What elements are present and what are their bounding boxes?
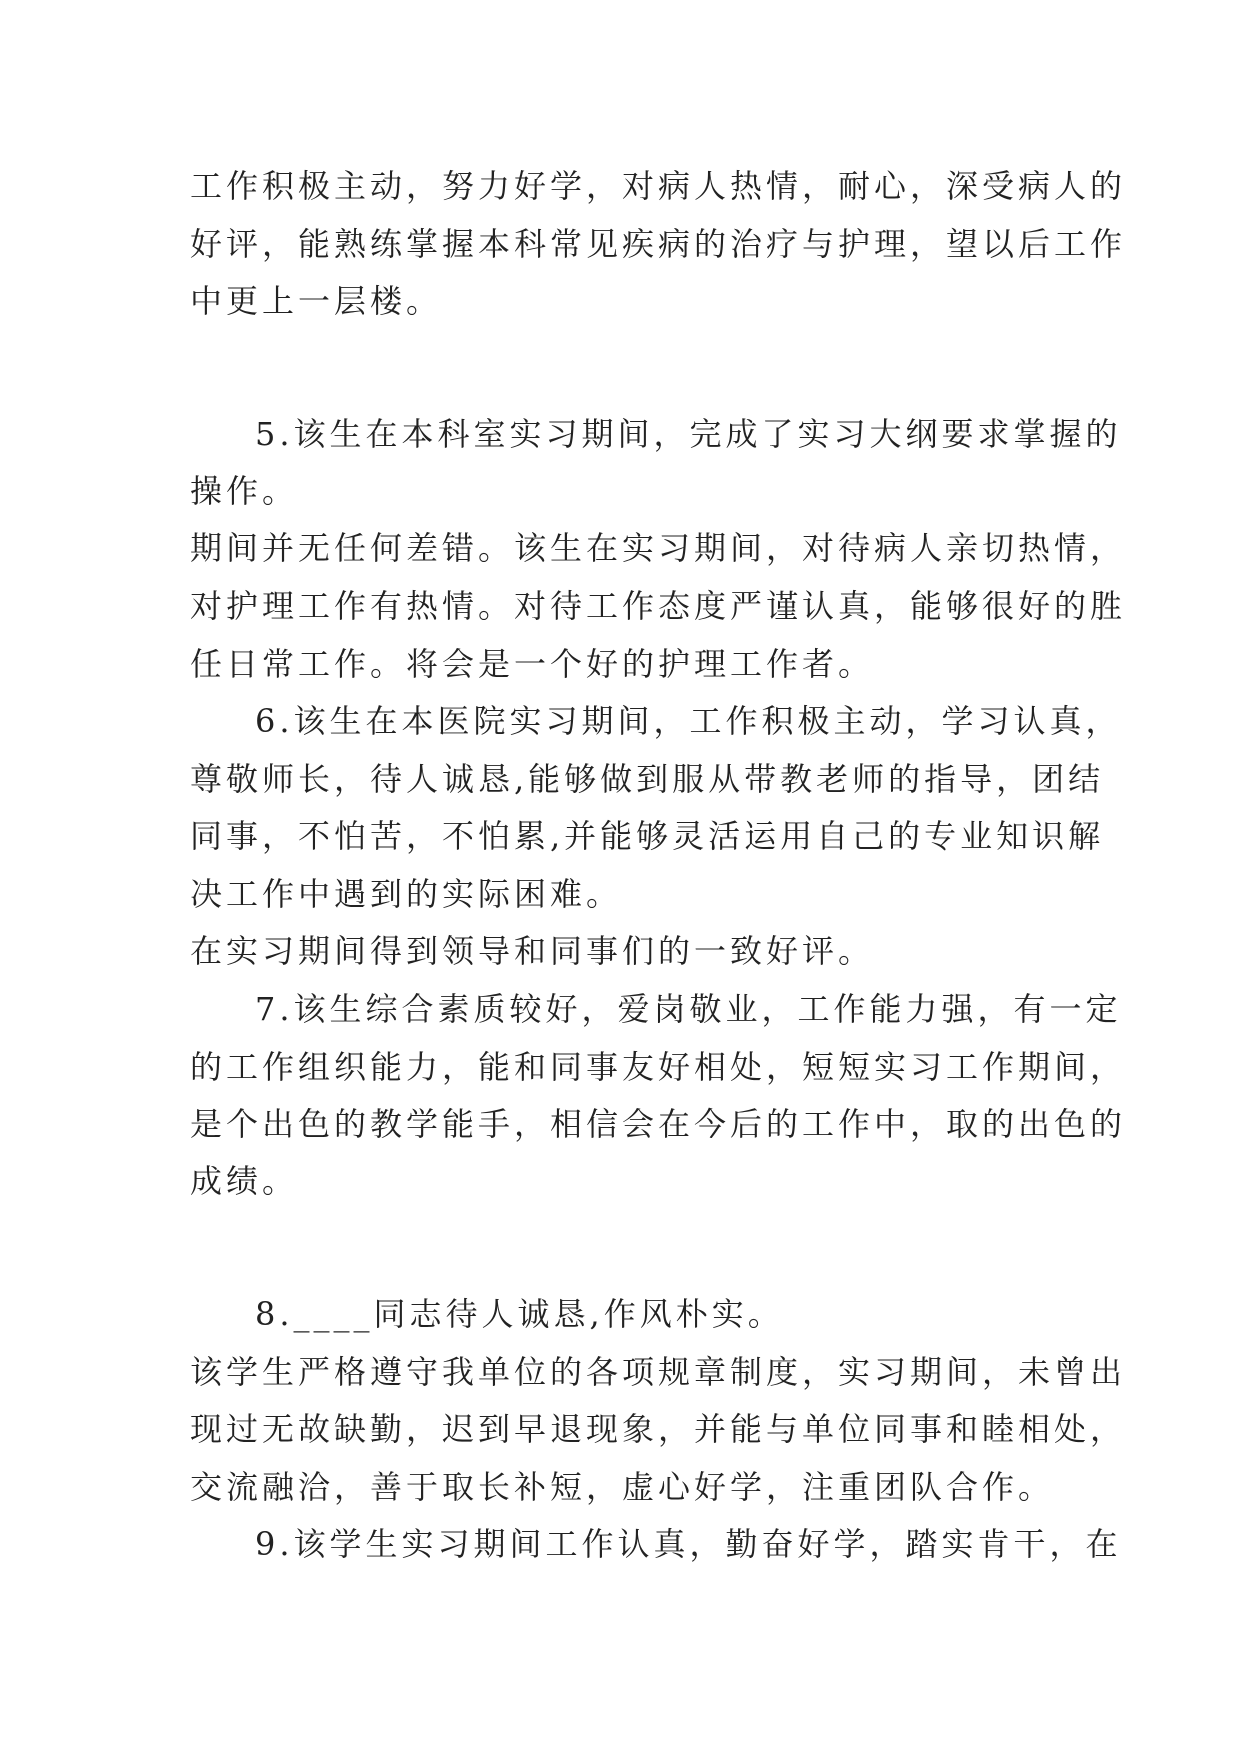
text-line: 成绩。 <box>190 1162 299 1200</box>
text-line: 该学生严格遵守我单位的各项规章制度，实习期间，未曾出 <box>190 1353 1127 1391</box>
text-line: 交流融洽，善于取长补短，虚心好学，注重团队合作。 <box>190 1468 1055 1506</box>
text-line: 的工作组织能力，能和同事友好相处，短短实习工作期间， <box>190 1048 1127 1086</box>
text-line: 工作积极主动，努力好学，对病人热情，耐心，深受病人的 <box>190 167 1127 205</box>
text-line: 5.该生在本科室实习期间，完成了实习大纲要求掌握的 <box>255 415 1122 453</box>
text-line: 9.该学生实习期间工作认真，勤奋好学，踏实肯干，在 <box>255 1525 1122 1563</box>
text-line: 期间并无任何差错。该生在实习期间，对待病人亲切热情， <box>190 529 1127 567</box>
text-line: 决工作中遇到的实际困难。 <box>190 875 623 913</box>
text-line: 现过无故缺勤，迟到早退现象，并能与单位同事和睦相处， <box>190 1410 1127 1448</box>
text-line: 任日常工作。将会是一个好的护理工作者。 <box>190 645 875 683</box>
text-line: 操作。 <box>190 472 299 510</box>
text-line: 对护理工作有热情。对待工作态度严谨认真，能够很好的胜 <box>190 587 1127 625</box>
text-line: 同事，不怕苦，不怕累,并能够灵活运用自己的专业知识解 <box>190 817 1105 855</box>
text-line: 6.该生在本医院实习期间，工作积极主动，学习认真， <box>255 702 1122 740</box>
text-line: 好评，能熟练掌握本科常见疾病的治疗与护理，望以后工作 <box>190 225 1127 263</box>
text-line: 7.该生综合素质较好，爱岗敬业，工作能力强，有一定 <box>255 990 1122 1028</box>
text-line: 在实习期间得到领导和同事们的一致好评。 <box>190 932 875 970</box>
text-line: 尊敬师长，待人诚恳,能够做到服从带教老师的指导，团结 <box>190 760 1105 798</box>
text-line: 是个出色的教学能手，相信会在今后的工作中，取的出色的 <box>190 1105 1127 1143</box>
text-line: 8.____同志待人诚恳,作风朴实。 <box>255 1295 784 1333</box>
text-line: 中更上一层楼。 <box>190 282 443 320</box>
